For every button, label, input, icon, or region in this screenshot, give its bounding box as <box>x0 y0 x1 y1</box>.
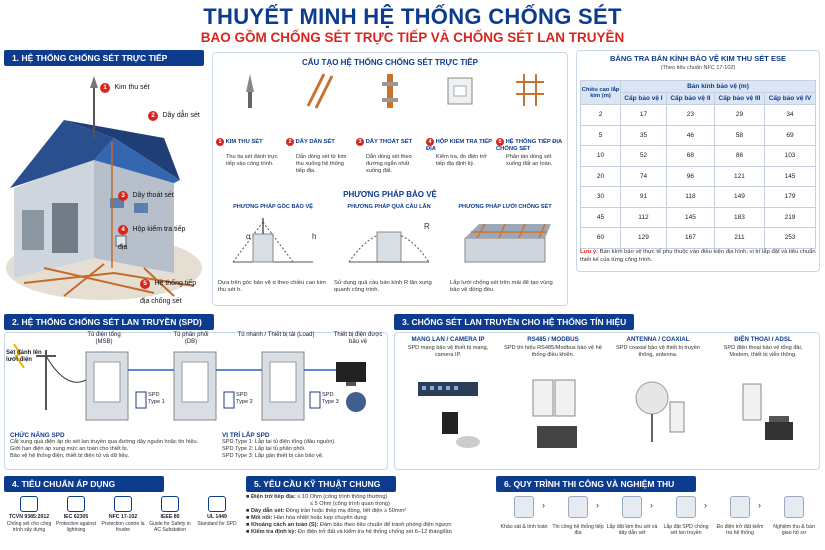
radius-table <box>580 80 816 249</box>
table-cell: 2 <box>581 105 621 126</box>
component-desc: Dẫn dòng sét theo đường ngắn nhất xuống đất. <box>366 154 412 174</box>
table-cell: 35 <box>621 125 667 146</box>
table-cell: 30 <box>581 187 621 208</box>
table-cell: 149 <box>714 187 764 208</box>
spd-diagram <box>6 340 386 430</box>
standard-code: IEC 62305 <box>63 514 89 520</box>
table-row <box>581 228 816 249</box>
table-row <box>581 105 816 126</box>
component-title: KIM THU SÉT <box>224 139 263 145</box>
signal-type: RS485 / MODBUS <box>527 336 579 343</box>
component-image <box>304 72 336 110</box>
arrow-icon: › <box>704 500 707 510</box>
table-cell: 253 <box>765 228 816 249</box>
col-level: Cấp bảo vệ II <box>666 93 714 105</box>
component-name <box>216 138 284 146</box>
method-desc: Sử dụng quả cầu bán kính R lăn xung quanh công trình. <box>334 280 432 293</box>
col-level: Cấp bảo vệ III <box>714 93 764 105</box>
spd-position: VỊ TRÍ LẮP SPD SPD Type 1: Lắp tại tủ điện tổng (đầu nguồn). SPD Type 2: Lắp tại tủ phân phối. SPD Type 3: Lắp gần thiết bị cần bảo vệ. <box>222 432 336 459</box>
standard-desc: Protection against lightning <box>55 521 97 533</box>
table-cell: 10 <box>581 146 621 167</box>
section-5-header: 5. YÊU CẦU KỸ THUẬT CHUNG <box>246 476 396 492</box>
table-cell: 86 <box>714 146 764 167</box>
method-name: PHƯƠNG PHÁP GÓC BẢO VỆ <box>233 204 313 210</box>
method-desc: Lắp lưới chống sét trên mái để tạo vùng bảo vệ đồng đều. <box>450 280 553 293</box>
page-subtitle: BAO GỒM CHỐNG SÉT TRỰC TIẾP VÀ CHỐNG SÉT LAN TRUYỀN <box>200 30 625 45</box>
step-icon <box>622 496 642 518</box>
component-image <box>374 72 406 110</box>
component-number: 5 <box>496 138 504 146</box>
table-cell: 17 <box>621 105 667 126</box>
table-subtitle: (Theo tiêu chuẩn NFC 17-102) <box>660 65 736 71</box>
component-name <box>356 138 424 146</box>
component-image <box>444 72 476 110</box>
step-label: Thi công hệ thống tiếp địa <box>552 524 604 536</box>
callout-3: 3 Dây thoát sét <box>118 184 174 202</box>
table-row <box>581 166 816 187</box>
table-cell: 183 <box>714 207 764 228</box>
signal-type: ĐIỆN THOẠI / ADSL <box>734 336 792 343</box>
component-image <box>234 72 266 110</box>
col-group-header: Bán kính bảo vệ (m) <box>621 81 816 93</box>
callout-2: 2 Dây dẫn sét <box>148 104 200 122</box>
req-item: ■ Điện trở tiếp địa: ≤ 10 Ohm (công trình thông thường) <box>246 494 388 500</box>
table-cell: 145 <box>765 166 816 187</box>
signal-type: ANTENNA / COAXIAL <box>626 336 690 343</box>
angle-symbol: α <box>246 232 251 241</box>
table-cell: 5 <box>581 125 621 146</box>
spd-label: SPD Type 1 <box>148 392 165 405</box>
standard-icon <box>67 496 85 512</box>
standard-code: TCVN 9385:2012 <box>8 514 50 520</box>
cabinet-label: Tủ nhánh / Thiết bị tải (Load) <box>237 332 315 338</box>
table-row <box>581 187 816 208</box>
step-label: Nghiệm thu & bàn giao hồ sơ <box>773 524 815 536</box>
req-item: ■ Khoảng cách an toàn (S): Đảm bảo theo tiêu chuẩn để tránh phóng điện ngược <box>246 522 452 528</box>
standard-icon <box>20 496 38 512</box>
table-cell: 52 <box>621 146 667 167</box>
method-diagram <box>223 214 323 264</box>
component-number: 4 <box>426 138 434 146</box>
step-icon <box>784 496 804 518</box>
signal-desc: SPD coaxial bảo vệ thiết bị truyền thông, antenna. <box>616 345 700 358</box>
signal-diagram <box>519 372 589 452</box>
signal-type: MẠNG LAN / CAMERA IP <box>411 336 485 343</box>
req-item: ■ Kiểm tra định kỳ: Đo điện trở đất và kiểm tra hệ thống chống sét 6–12 tháng/lần <box>246 529 452 535</box>
table-row <box>581 146 816 167</box>
step-label: Đo điện trở đất kiểm tra hệ thống <box>716 524 764 536</box>
table-cell: 118 <box>666 187 714 208</box>
component-image <box>514 72 546 110</box>
component-name <box>286 138 354 146</box>
step-label: Lắp đặt SPD chống sét lan truyền <box>663 524 709 536</box>
cabinet-label: Tủ phân phối (DB) <box>173 332 209 345</box>
table-cell: 58 <box>714 125 764 146</box>
table-row <box>581 207 816 228</box>
table-cell: 60 <box>581 228 621 249</box>
arrow-icon: › <box>596 500 599 510</box>
table-cell: 145 <box>666 207 714 228</box>
signal-diagram <box>624 372 694 452</box>
requirements-list <box>246 494 492 548</box>
req-item-extra: ≤ 5 Ohm (công trình quan trọng) <box>310 501 390 507</box>
table-cell: 211 <box>714 228 764 249</box>
structure-title: CẤU TẠO HỆ THỐNG CHỐNG SÉT TRỰC TIẾP <box>302 58 478 67</box>
standard-desc: Chống sét cho công trình xây dựng <box>6 521 52 533</box>
section-2-header: 2. HỆ THỐNG CHỐNG SÉT LAN TRUYỀN (SPD) <box>4 314 214 330</box>
spd-label: SPD Type 2 <box>236 392 253 405</box>
step-label: Lắp đặt kim thu sét và dây dẫn sét <box>606 524 658 536</box>
arrow-icon: › <box>542 500 545 510</box>
radius-symbol: R <box>424 222 430 231</box>
cabinet-label: Tủ điện tổng (MSB) <box>87 332 121 345</box>
section-6-header: 6. QUY TRÌNH THI CÔNG VÀ NGHIỆM THU <box>496 476 696 492</box>
req-item: ■ Dây dẫn sét: Đồng trần hoặc thép mạ đồng, tiết diện ≥ 50mm² <box>246 508 407 514</box>
table-note: Lưu ý: Bán kính bảo vệ thực tế phụ thuộc vào điều kiện địa hình, vị trí lắp đặt và tiêu chuẩn thiết kế của từng công trình. <box>580 249 816 263</box>
signal-diagram <box>729 372 799 452</box>
method-name: PHƯƠNG PHÁP LƯỚI CHỐNG SÉT <box>458 204 552 210</box>
table-cell: 91 <box>621 187 667 208</box>
standard-icon <box>114 496 132 512</box>
table-cell: 96 <box>666 166 714 187</box>
methods-title: PHƯƠNG PHÁP BẢO VỆ <box>343 190 437 199</box>
req-item: ■ Mối nối: Hàn hóa nhiệt hoặc kẹp chuyên dụng <box>246 515 367 521</box>
table-cell: 121 <box>714 166 764 187</box>
signal-desc: SPD điện thoại bảo vệ tổng đài, Modem, thiết bị viễn thông. <box>723 345 803 358</box>
standard-code: UL 1449 <box>207 514 227 520</box>
table-row <box>581 125 816 146</box>
component-title: HỆ THỐNG TIẾP ĐỊA CHỐNG SÉT <box>496 139 562 152</box>
table-cell: 68 <box>666 146 714 167</box>
step-label: Khảo sát & tính toán <box>500 524 548 530</box>
table-cell: 46 <box>666 125 714 146</box>
section-4-header: 4. TIÊU CHUẨN ÁP DỤNG <box>4 476 164 492</box>
lightning-label: Sét đánh lên lưới điện <box>6 350 42 363</box>
arrow-icon: › <box>758 500 761 510</box>
component-title: DÂY DẪN SÉT <box>294 139 335 145</box>
spd-function: CHỨC NĂNG SPD Cắt xung quá điện áp do sét lan truyền qua đường dây nguồn hoặc tín hiệu. Giới hạn điện áp xung mức an toàn cho thiết bị. Bảo vệ hệ thống điện, thiết bị điện tử và dữ liệu. <box>10 432 199 459</box>
section-3-header: 3. CHỐNG SÉT LAN TRUYỀN CHO HỆ THỐNG TÍN HIỆU <box>394 314 634 330</box>
table-cell: 167 <box>666 228 714 249</box>
table-cell: 29 <box>714 105 764 126</box>
step-icon <box>730 496 750 518</box>
step-icon <box>514 496 534 518</box>
page-title: THUYẾT MINH HỆ THỐNG CHỐNG SÉT <box>203 4 622 29</box>
signal-diagram <box>414 372 484 452</box>
table-cell: 20 <box>581 166 621 187</box>
method-name: PHƯƠNG PHÁP QUẢ CẦU LĂN <box>347 204 431 210</box>
step-icon <box>676 496 696 518</box>
table-cell: 112 <box>621 207 667 228</box>
standard-code: NFC 17-102 <box>108 514 138 520</box>
device-label: Thiết bị điện được bảo vệ <box>333 332 383 345</box>
callout-4: 4 Hộp kiểm tra tiếp địa <box>118 226 186 251</box>
callout-5: 5 Hệ thống tiếp địa chống sét <box>140 280 197 305</box>
component-desc: Phân tán dòng sét xuống đất an toàn. <box>506 154 553 167</box>
standard-desc: Guide for Safety in AC Substation <box>149 521 191 533</box>
component-name <box>426 138 494 153</box>
component-desc: Thu tia sét đánh trực tiếp vào công trình. <box>226 154 278 167</box>
arrow-icon: › <box>650 500 653 510</box>
section-1-header: 1. HỆ THỐNG CHỐNG SÉT TRỰC TIẾP <box>4 50 204 66</box>
spd-label: SPD Type 3 <box>322 392 339 405</box>
signal-desc: SPD tín hiệu RS485/Modbus bảo vệ hệ thống điều khiển. <box>504 345 602 358</box>
table-cell: 69 <box>765 125 816 146</box>
table-cell: 45 <box>581 207 621 228</box>
standard-icon <box>161 496 179 512</box>
standard-icon <box>208 496 226 512</box>
table-cell: 129 <box>621 228 667 249</box>
table-cell: 179 <box>765 187 816 208</box>
component-number: 1 <box>216 138 224 146</box>
method-desc: Dựa trên góc bảo vệ α theo chiều cao kim thu sét h. <box>218 280 326 293</box>
col-level: Cấp bảo vệ IV <box>765 93 816 105</box>
signal-desc: SPD mạng bảo vệ thiết bị mạng, camera IP. <box>407 345 489 358</box>
table-title: BẢNG TRA BÁN KÍNH BẢO VỆ KIM THU SÉT ESE <box>610 54 786 63</box>
method-diagram <box>455 214 555 264</box>
step-icon <box>568 496 588 518</box>
standard-desc: Standard for SPD <box>197 521 237 527</box>
col-level: Cấp bảo vệ I <box>621 93 667 105</box>
component-name <box>496 138 564 153</box>
table-cell: 103 <box>765 146 816 167</box>
col-height-header: Chiều cao lắp kim (m) <box>581 81 621 105</box>
component-number: 3 <box>356 138 364 146</box>
component-number: 2 <box>286 138 294 146</box>
component-title: HỘP KIỂM TRA TIẾP ĐỊA <box>426 139 492 152</box>
standard-desc: Protection contre la foudre <box>101 521 145 533</box>
table-cell: 219 <box>765 207 816 228</box>
table-cell: 34 <box>765 105 816 126</box>
callout-1: 1 Kim thu sét <box>100 76 149 94</box>
standard-code: IEEE 80 <box>160 514 180 520</box>
component-title: DÂY THOÁT SÉT <box>364 139 413 145</box>
height-symbol: h <box>312 232 317 241</box>
table-cell: 74 <box>621 166 667 187</box>
table-cell: 23 <box>666 105 714 126</box>
component-desc: Kiểm tra, đo điện trở tiếp địa định kỳ. <box>436 154 487 167</box>
component-desc: Dẫn dòng sét từ kim thu xuống hệ thống tiếp địa. <box>296 154 347 174</box>
